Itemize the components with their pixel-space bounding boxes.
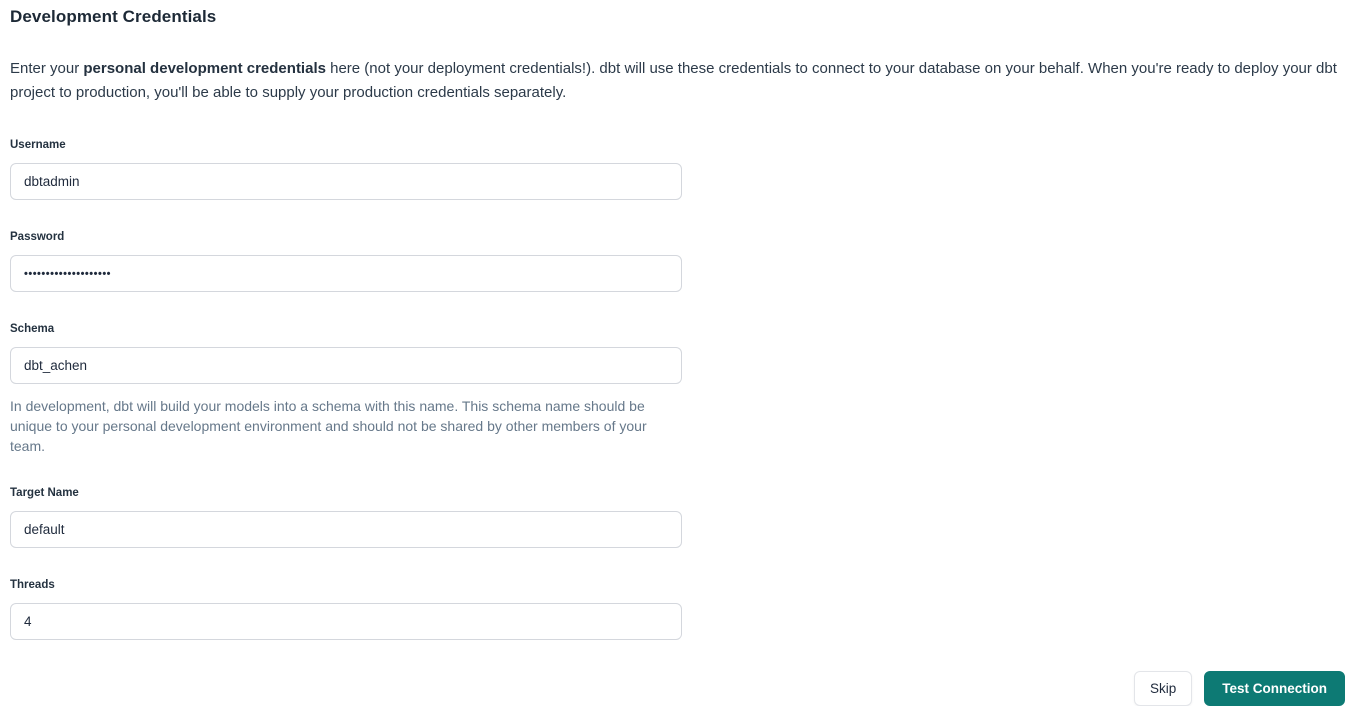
target-name-label: Target Name	[10, 487, 79, 499]
password-input[interactable]	[10, 255, 682, 292]
username-input[interactable]	[10, 163, 682, 200]
intro-paragraph	[10, 57, 1344, 105]
field-group-schema	[10, 323, 682, 456]
password-label: Password	[10, 231, 65, 243]
intro-prefix: Enter your	[10, 60, 84, 77]
schema-helper-text: In development, dbt will build your models into a schema with this name. This schema name should be unique to your personal development environment and should not be shared by other members of your team.	[10, 398, 647, 454]
field-group-username	[10, 139, 682, 200]
test-connection-button[interactable]: Test Connection	[1204, 671, 1345, 706]
intro-bold: personal development credentials	[83, 60, 326, 77]
field-group-password	[10, 231, 682, 292]
form-actions	[10, 671, 1345, 706]
field-group-target-name	[10, 487, 682, 548]
schema-input[interactable]	[10, 347, 682, 384]
skip-button[interactable]: Skip	[1134, 671, 1192, 706]
threads-input[interactable]	[10, 603, 682, 640]
threads-label: Threads	[10, 579, 55, 591]
intro-suffix: here (not your deployment credentials!). dbt will use these credentials to connect to your database on your behalf. When you're ready to deploy your dbt project to production, you'll be able to supply your production credentials separately.	[10, 60, 1337, 101]
target-name-input[interactable]	[10, 511, 682, 548]
credentials-form	[10, 139, 1345, 640]
username-label: Username	[10, 139, 66, 151]
schema-label: Schema	[10, 323, 55, 335]
page-title: Development Credentials	[10, 7, 217, 26]
field-group-threads	[10, 579, 682, 640]
